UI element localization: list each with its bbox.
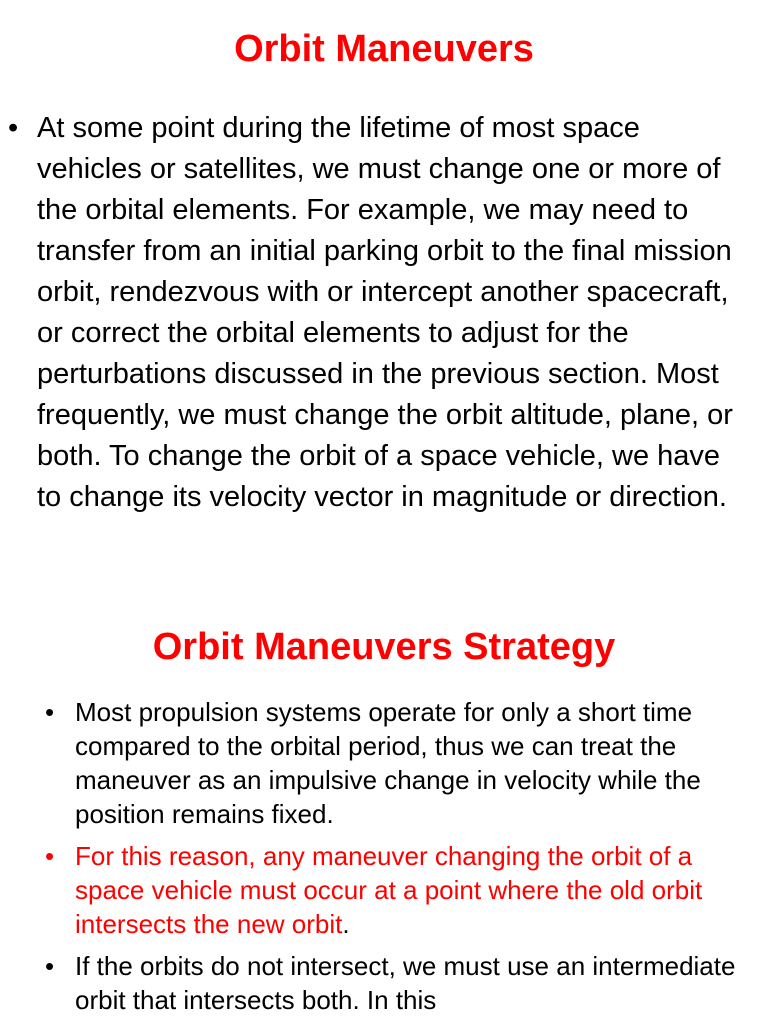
slide-orbit-maneuvers-strategy [0,606,768,1024]
list-item [45,839,738,941]
bullet-text-tail: . [342,909,350,939]
bullet-icon: • [8,112,19,144]
bullet-icon: • [45,841,55,871]
bullet-text: Most propulsion systems operate for only a short time compared to the orbital period, thus we can treat the maneuver as an impulsive change in velocity while the position remains fixed. [75,697,701,829]
bullet-text: At some point during the lifetime of most space vehicles or satellites, we must change one or more of the orbital elements. For example, we may need to transfer from an initial parking orbit to the final mission orbit, rendezvous with or intercept another spacecraft, or correct the orbital elements to adjust for the perturbations discussed in the previous section. Most frequently, we must change the orbit altitude, plane, or both. To change the orbit of a space vehicle, we have to change its velocity vector in magnitude or direction. [37,112,733,513]
bullet-list [0,108,768,518]
list-item [45,949,738,1017]
list-item [45,695,738,831]
bullet-list [0,695,768,1024]
slide-title: Orbit Maneuvers Strategy [152,626,616,668]
list-item [8,108,748,518]
bullet-icon: • [45,951,55,981]
slide-title: Orbit Maneuvers [234,28,534,70]
bullet-text-highlight: For this reason, any maneuver changing the orbit of a space vehicle must occur at a point where the old orbit intersects the new orbit [75,841,703,939]
bullet-icon: • [45,697,55,727]
bullet-text: If the orbits do not intersect, we must use an intermediate orbit that intersects both. In this [75,951,736,1015]
